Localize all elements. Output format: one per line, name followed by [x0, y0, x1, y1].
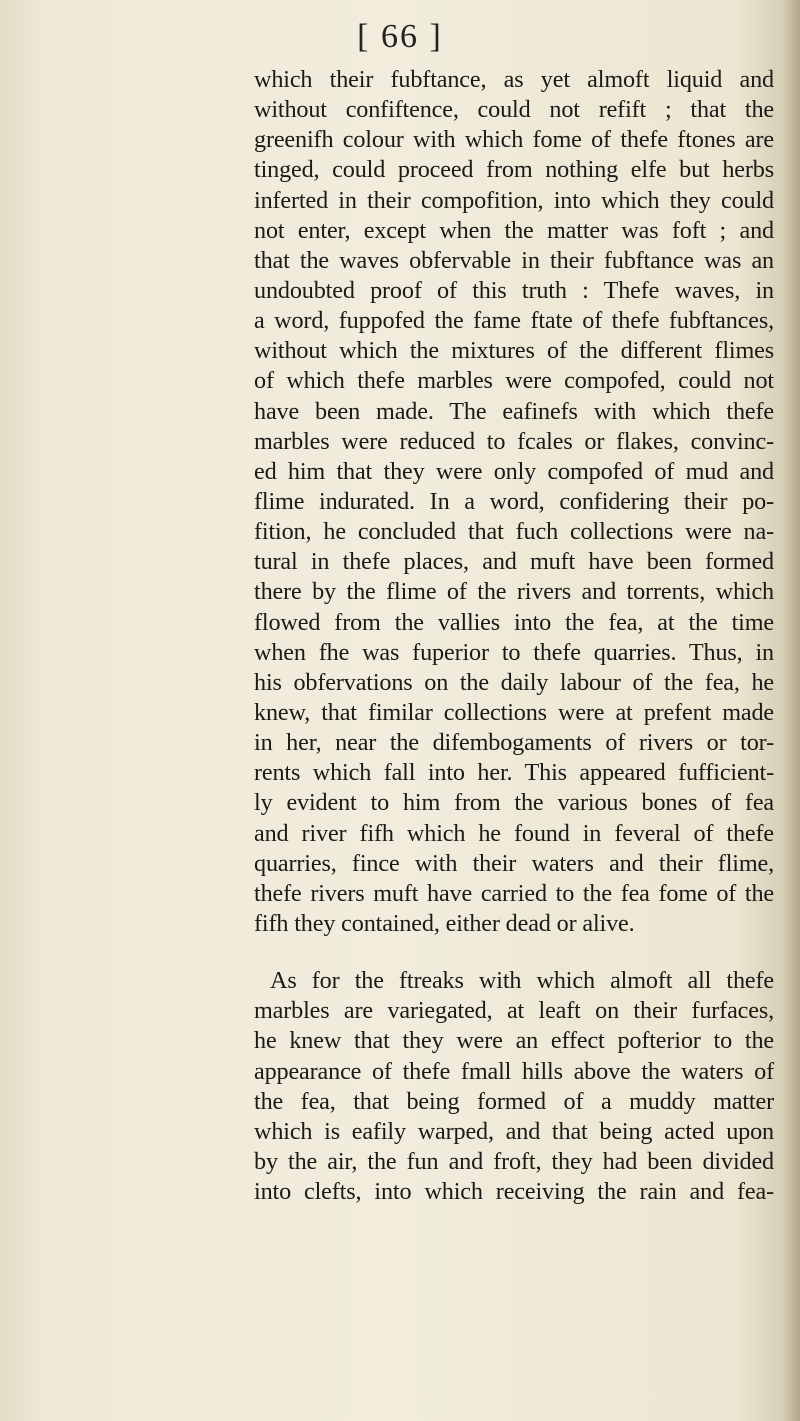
text-line: which their fubftance, as yet almoft liquid and	[254, 66, 774, 93]
text-line: fition, he concluded that fuch collections were na-	[254, 518, 774, 546]
text-line: have been made. The eafinefs with which thefe	[254, 397, 774, 425]
text-line: greenifh colour with which fome of thefe ftones are	[254, 126, 774, 154]
paragraph-1	[254, 65, 774, 939]
text-line: the fea, that being formed of a muddy matter	[254, 1087, 774, 1115]
text-line: he knew that they were an effect pofterior to the	[254, 1027, 774, 1055]
text-line: without which the mixtures of the different flimes	[254, 337, 774, 365]
text-line: flowed from the vallies into the fea, at the time	[254, 608, 774, 636]
text-line: knew, that fimilar collections were at prefent made	[254, 698, 774, 726]
text-line: a word, fuppofed the fame ftate of thefe fubftances,	[254, 307, 774, 335]
text-line: ed him that they were only compofed of mud and	[254, 457, 774, 485]
paragraph-gap	[254, 939, 774, 966]
text-line: undoubted proof of this truth : Thefe waves, in	[254, 276, 774, 304]
text-line: and river fifh which he found in feveral of thefe	[254, 819, 774, 847]
text-line: rents which fall into her. This appeared fufficient-	[254, 759, 774, 787]
text-line: which is eafily warped, and that being acted upon	[254, 1117, 774, 1145]
text-line: flime indurated. In a word, confidering their po-	[254, 487, 774, 515]
body-text	[254, 65, 774, 1207]
text-line: by the air, the fun and froft, they had been divided	[254, 1147, 774, 1175]
text-line: thefe rivers muft have carried to the fea fome of the	[254, 879, 774, 907]
text-line: inferted in their compofition, into which they could	[254, 186, 774, 214]
paragraph-2	[254, 966, 774, 1207]
text-line: not enter, except when the matter was foft ; and	[254, 216, 774, 244]
text-line: tinged, could proceed from nothing elfe but herbs	[254, 156, 774, 184]
text-line: that the waves obfervable in their fubftance was an	[254, 246, 774, 274]
text-line: marbles were reduced to fcales or flakes, convinc-	[254, 427, 774, 455]
text-line: his obfervations on the daily labour of the fea, he	[254, 668, 774, 696]
text-line: in her, near the difembogaments of rivers or tor-	[254, 729, 774, 757]
text-line: into clefts, into which receiving the rain and fea-	[254, 1178, 774, 1206]
text-line: without confiftence, could not refift ; that the	[254, 96, 774, 124]
text-line: ly evident to him from the various bones of fea	[254, 789, 774, 817]
page-edge-shadow	[782, 0, 800, 1421]
text-line: tural in thefe places, and muft have been formed	[254, 548, 774, 576]
text-line: of which thefe marbles were compofed, could not	[254, 367, 774, 395]
page-number-header: [ 66 ]	[357, 18, 443, 55]
text-line: fifh they contained, either dead or alive.	[254, 909, 635, 937]
text-line: As for the ftreaks with which almoft all thefe	[270, 967, 774, 995]
text-line: marbles are variegated, at leaft on their furfaces,	[254, 997, 774, 1025]
text-line: quarries, fince with their waters and their flime,	[254, 849, 774, 877]
text-line: there by the flime of the rivers and torrents, which	[254, 578, 774, 606]
text-line: appearance of thefe fmall hills above the waters of	[254, 1057, 774, 1085]
text-line: when fhe was fuperior to thefe quarries. Thus, in	[254, 638, 774, 666]
